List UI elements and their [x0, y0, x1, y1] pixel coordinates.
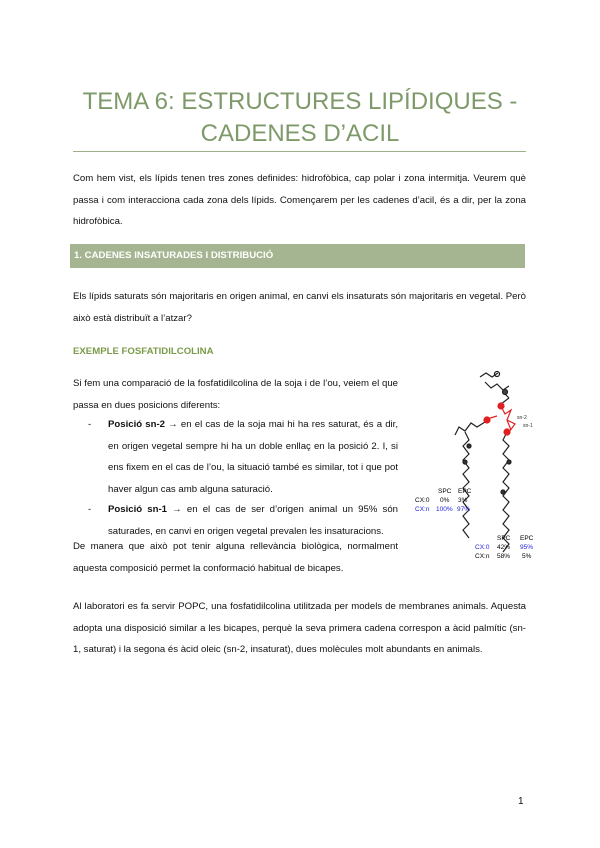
example-intro: Si fem una comparació de la fosfatidilcolina de la soja i de l’ou, veiem el que passa en dues posicions diferents:	[73, 378, 398, 411]
row-label: CX:0	[415, 497, 430, 504]
list-item: - Posició sn-1 → en el cas de ser d’origen animal un 95% són saturades, en canvi en origen vegetal prevalen les insaturacions.	[88, 504, 399, 537]
molecule-diagram	[405, 362, 595, 572]
intro-paragraph: Com hem vist, els lípids tenen tres zones definides: hidrofòbica, cap polar i zona intermitja. Veurem què passa i com interacciona cada zona dels lípids. Començarem per les cadenes d’acil, és a dir, per la zona hidrofòbica.	[73, 173, 526, 227]
popc-paragraph: Al laboratori es fa servir POPC, una fosfatidilcolina utilitzada per models de membranes animals. Aquesta adopta una disposició similar a les bicapes, perquè la seva primera cadena correspon a àcid palmític (sn-1, saturat) i la segona és àcid oleic (sn-2, insaturat), dues molècules molt abundants en animals.	[73, 601, 526, 655]
example-outro: De manera que això pot tenir alguna rellevància biològica, normalment aquesta composició permet la conformació habitual de bicapes.	[73, 541, 398, 574]
section-heading: 1. CADENES INSATURADES I DISTRIBUCIÓ	[70, 244, 525, 268]
page-number: 1	[518, 796, 524, 807]
list-item: - Posició sn-2 → en el cas de la soja mai hi ha res saturat, és a dir, en origen vegetal sempre hi ha un doble enllaç en la posició 2. I, si ens fixem en el cas de l’ou, la situació també es similar, tot i que pot haver algun cas amb alguna saturació.	[88, 419, 398, 495]
col-header: SPC	[438, 488, 452, 495]
cell: 100%	[436, 506, 453, 513]
section-paragraph: Els lípids saturats són majoritaris en origen animal, en canvi els insaturats són majoritaris en vegetal. Però això està distribuït a l’atzar?	[73, 291, 526, 324]
row-label: CX:n	[415, 506, 430, 513]
page-title: TEMA 6: ESTRUCTURES LIPÍDIQUES - CADENES D’ACIL	[82, 88, 518, 147]
cell: 42%	[497, 544, 511, 551]
col-header: EPC	[458, 488, 472, 495]
cell: 95%	[520, 544, 534, 551]
cell: 0%	[440, 497, 450, 504]
example-heading: EXEMPLE FOSFATIDILCOLINA	[73, 346, 214, 357]
col-header: EPC	[520, 535, 534, 542]
phosphatidylcholine-figure	[405, 362, 595, 572]
sn2-label: sn-2	[517, 415, 527, 421]
cell: 3%	[458, 497, 468, 504]
col-header: SPC	[497, 535, 511, 542]
sn1-label: sn-1	[523, 423, 533, 429]
title-divider	[73, 151, 526, 152]
cell: 5%	[522, 553, 532, 560]
cell: 97%	[457, 506, 471, 513]
cell: 58%	[497, 553, 511, 560]
row-label: CX:n	[475, 553, 490, 560]
row-label: CX:0	[475, 544, 490, 551]
